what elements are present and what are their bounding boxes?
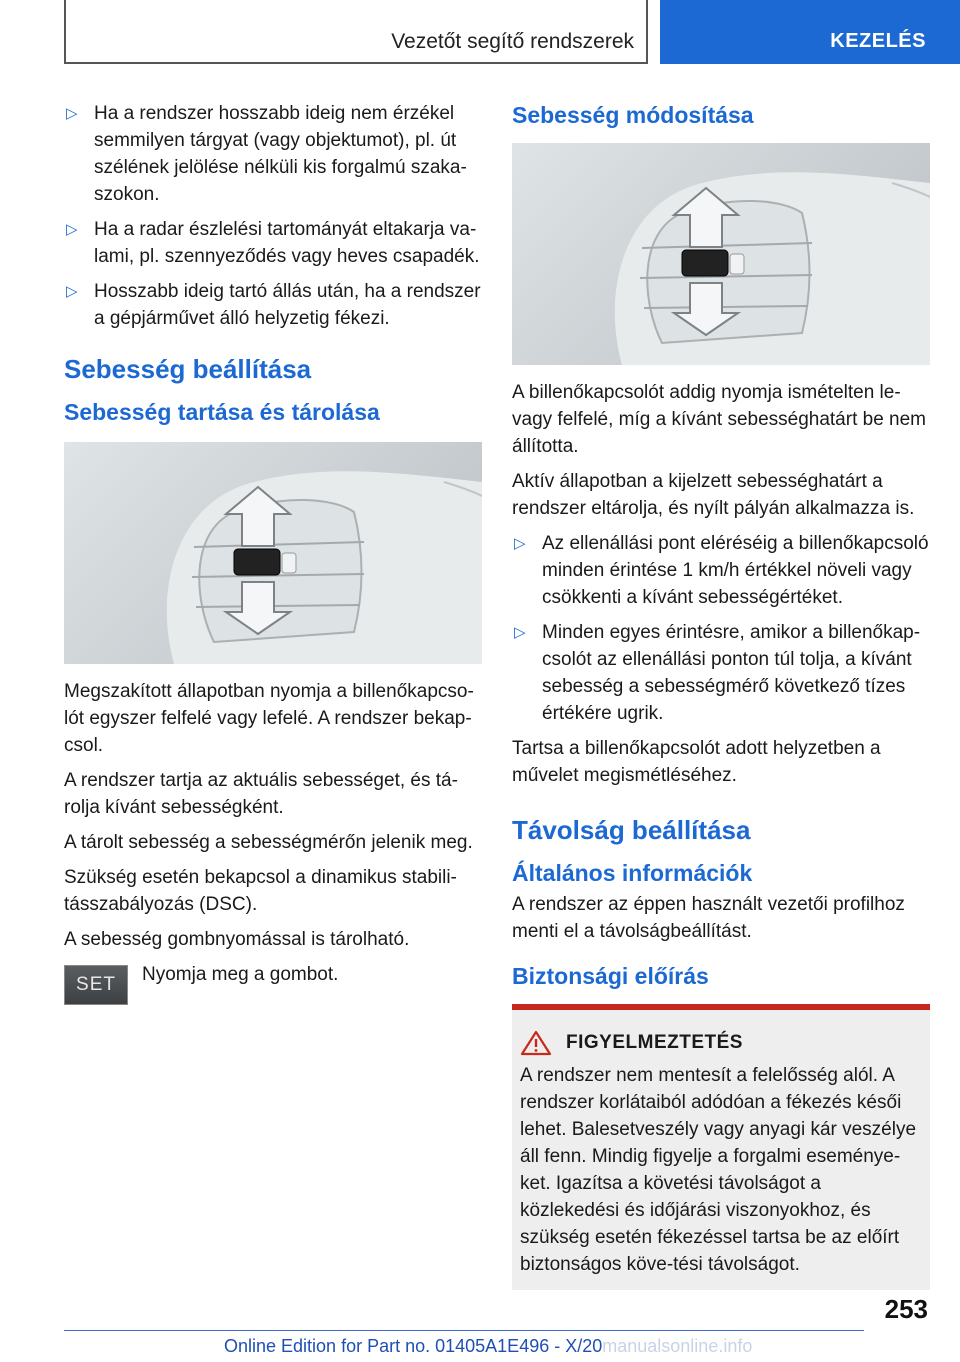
heading-safety: Biztonsági előírás [512,963,709,989]
header-section-box [64,0,648,64]
paragraph: Tartsa a billenőkapcsolót adott helyzetben a művelet megismétléséhez. [512,738,881,786]
warning-box [512,1004,930,1290]
triangle-bullet-icon: ▷ [66,283,78,300]
page-number: 253 [884,1294,928,1324]
footer-edition-text: Online Edition for Part no. 01405A1E496 - X/20 [224,1336,603,1356]
steering-wheel-rocker-switch-image-2 [512,143,930,365]
steering-wheel-rocker-switch-image [64,442,482,664]
paragraph: A rendszer az éppen használt vezetői profilhoz menti el a távolságbeállítást. [512,894,905,942]
triangle-bullet-icon: ▷ [514,535,526,552]
paragraph: A billenőkapcsolót addig nyomja ismételten le-vagy felfelé, míg a kívánt sebességhatárt be nem állította. [512,382,927,457]
warning-text: A rendszer nem mentesít a felelősség alól. A rendszer korlátaiból adódóan a fékezés késői lehet. Balesetveszély vagy anyagi kár veszélye áll fenn. Mindig figyelje a forgalmi eseménye-ket. Igazítsa a követési távolságot a közlekedési és időjárási viszonyokhoz, és szükség esetén fékezéssel tartsa be az előírt biztonságos köve-tési távolságot. [520,1065,917,1275]
heading-speed-hold-store: Sebesség tartása és tárolása [64,399,380,425]
chapter-tab-label: KEZELÉS [830,30,926,52]
warning-triangle-icon [520,1030,552,1056]
heading-speed-setting: Sebesség beállítása [64,354,312,384]
triangle-bullet-icon: ▷ [66,221,78,238]
list-item: ▷ Ha a rendszer hosszabb ideig nem érzékel semmilyen tárgyat (vagy objektumot), pl. út szélének jelölése nélküli kis forgalmú szaka-szokon. [64,100,482,208]
footer-divider [64,1330,864,1331]
rocker-switch-illustration [64,442,482,664]
chapter-tab[interactable] [660,0,960,64]
warning-title: FIGYELMEZTETÉS [566,1032,743,1053]
set-instruction-row [64,961,482,1011]
list-item: ▷ Az ellenállási pont eléréséig a billenőkapcsoló minden érintése 1 km/h értékkel növeli vagy csökkenti a kívánt sebességértéket. [512,530,930,611]
right-column [512,100,930,1290]
triangle-bullet-icon: ▷ [514,624,526,641]
paragraph: Aktív állapotban a kijelzett sebességhatárt a rendszer eltárolja, és nyílt pályán alkalmazza is. [512,471,915,519]
section-title: Vezetőt segítő rendszerek [391,30,634,53]
triangle-bullet-icon: ▷ [66,105,78,122]
rocker-switch-illustration [512,143,930,365]
paragraph: A sebesség gombnyomással is tárolható. [64,929,410,950]
paragraph: Megszakított állapotban nyomja a billenőkapcso-lót egyszer felfelé vagy lefelé. A rendszer bekap-csol. [64,681,474,756]
warning-header [520,1030,922,1056]
footer-watermark: manualsonline.info [602,1336,753,1356]
heading-distance-setting: Távolság beállítása [512,815,751,845]
list-item: ▷ Minden egyes érintésre, amikor a billenőkap-csolót az ellenállási ponton túl tolja, a kívánt sebesség a sebességmérő következő tízes értékére ugrik. [512,619,930,727]
footer-edition [224,1336,752,1357]
set-button-icon: SET [64,965,128,1005]
paragraph: Szükség esetén bekapcsol a dinamikus stabili-tásszabályozás (DSC). [64,867,457,915]
paragraph: A tárolt sebesség a sebességmérőn jelenik meg. [64,832,473,853]
set-instruction-text: Nyomja meg a gombot. [142,964,339,985]
heading-general-info: Általános információk [512,860,753,886]
heading-speed-change: Sebesség módosítása [512,102,754,128]
list-item: ▷ Hosszabb ideig tartó állás után, ha a rendszer a gépjárművet álló helyzetig fékezi. [64,278,482,332]
left-column [64,100,482,1011]
paragraph: A rendszer tartja az aktuális sebességet, és tá-rolja kívánt sebességként. [64,770,458,818]
list-item: ▷ Ha a radar észlelési tartományát eltakarja va-lami, pl. szennyeződés vagy heves csapadék. [64,216,482,270]
